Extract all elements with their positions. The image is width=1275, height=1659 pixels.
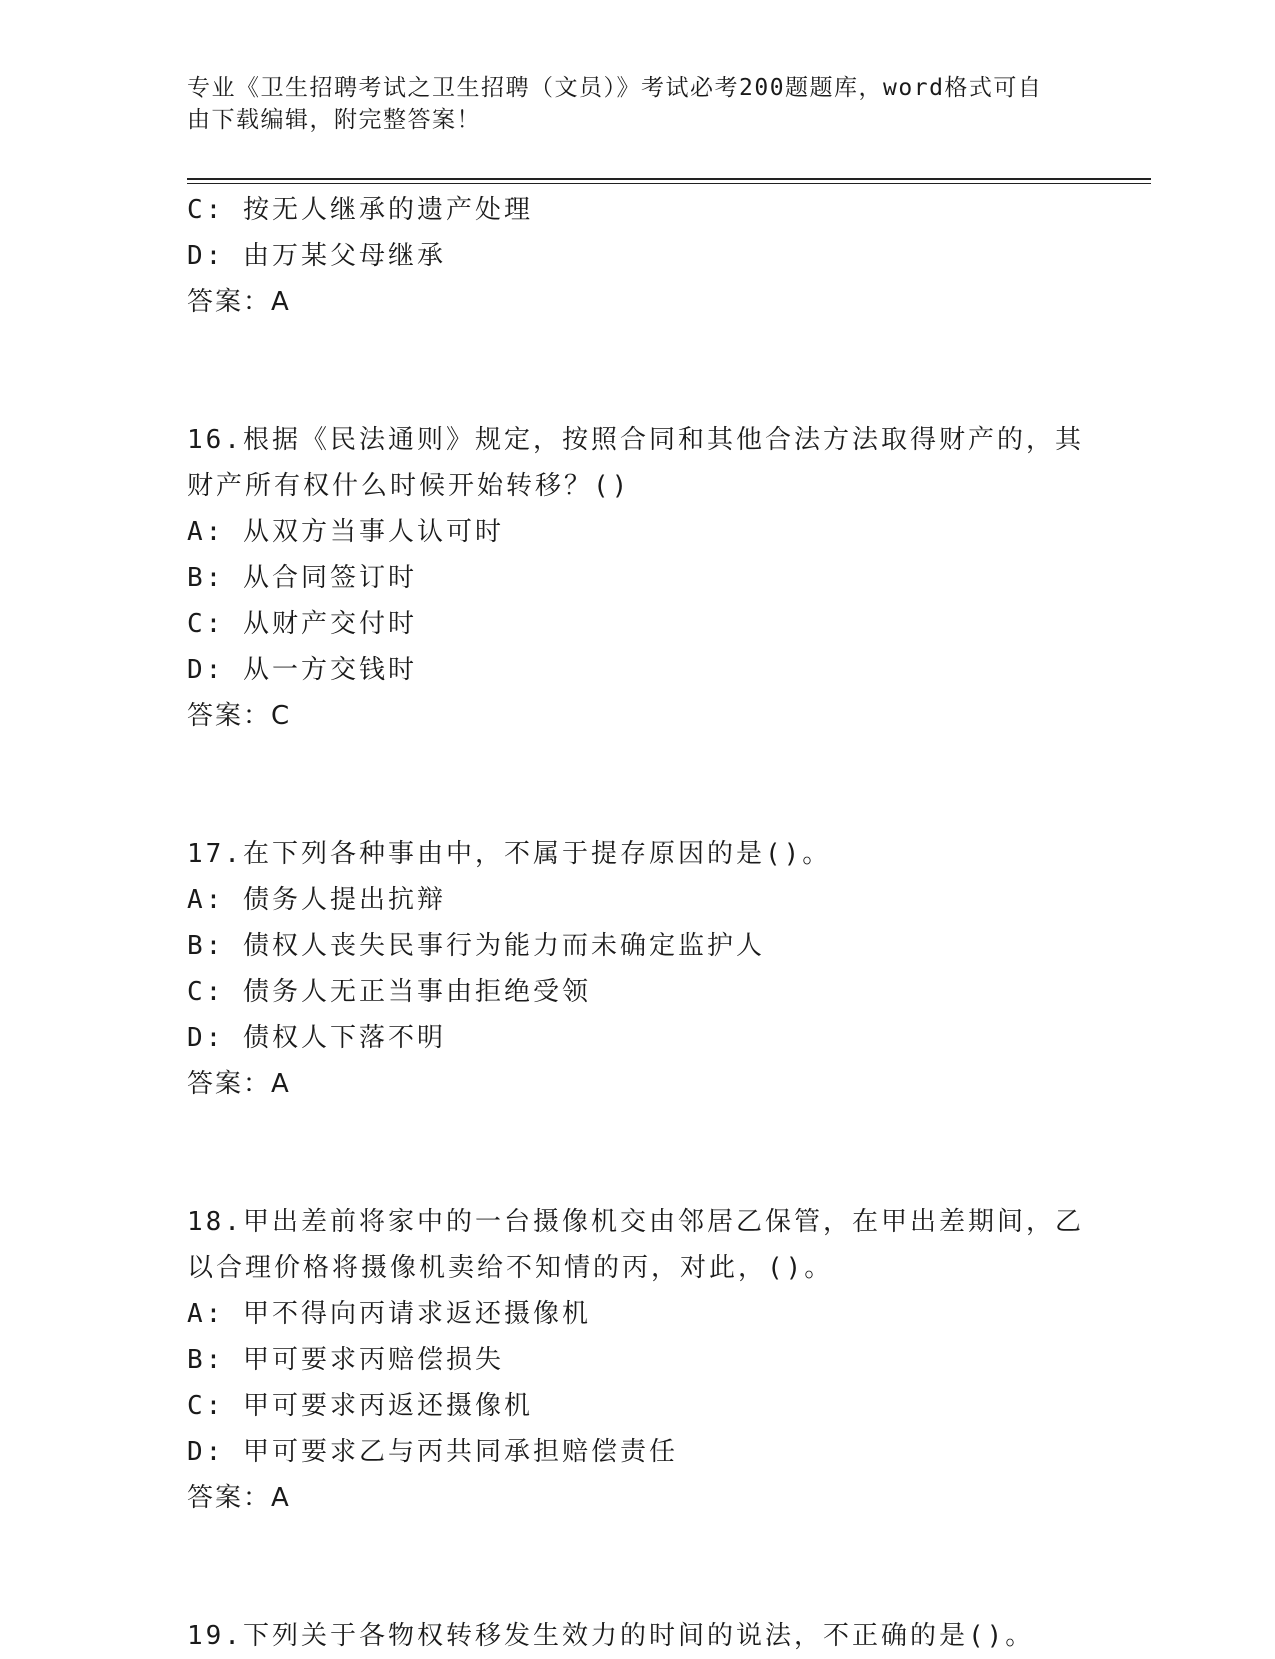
question-16 — [187, 417, 1087, 739]
spacer — [187, 739, 1087, 831]
option-d: D: 由万某父母继承 — [187, 241, 446, 271]
option-a: A: 债务人提出抗辩 — [187, 885, 446, 915]
question-stem: 18.甲出差前将家中的一台摄像机交由邻居乙保管，在甲出差期间，乙 — [187, 1207, 1084, 1237]
option-a: A: 甲不得向丙请求返还摄像机 — [187, 1299, 591, 1329]
option-c: C: 从财产交付时 — [187, 609, 417, 639]
option-d: D: 甲可要求乙与丙共同承担赔偿责任 — [187, 1437, 678, 1467]
question-18 — [187, 1199, 1087, 1521]
option-c: C: 按无人继承的遗产处理 — [187, 195, 533, 225]
option-d: D: 从一方交钱时 — [187, 655, 417, 685]
question-stem: 财产所有权什么时候开始转移？() — [187, 471, 631, 501]
option-b: B: 甲可要求丙赔偿损失 — [187, 1345, 504, 1375]
question-17 — [187, 831, 1087, 1107]
answer-line: 答案：A — [187, 1483, 291, 1513]
header-divider-thick — [187, 178, 1151, 180]
question-stem: 16.根据《民法通则》规定，按照合同和其他合法方法取得财产的，其 — [187, 425, 1084, 455]
option-c: C: 债务人无正当事由拒绝受领 — [187, 977, 591, 1007]
question-list — [187, 187, 1087, 1659]
answer-line: 答案：A — [187, 287, 291, 317]
question-stem: 19.下列关于各物权转移发生效力的时间的说法，不正确的是()。 — [187, 1621, 1035, 1651]
header-divider-thin — [187, 183, 1151, 184]
option-c: C: 甲可要求丙返还摄像机 — [187, 1391, 533, 1421]
spacer — [187, 1107, 1087, 1199]
question-stem: 17.在下列各种事由中，不属于提存原因的是()。 — [187, 839, 832, 869]
question-19 — [187, 1613, 1087, 1659]
option-d: D: 债权人下落不明 — [187, 1023, 446, 1053]
spacer — [187, 1521, 1087, 1613]
option-b: B: 债权人丧失民事行为能力而未确定监护人 — [187, 931, 765, 961]
spacer — [187, 325, 1087, 417]
question-stem: 以合理价格将摄像机卖给不知情的丙，对此，()。 — [187, 1253, 834, 1283]
header-title-line-2: 由下载编辑，附完整答案！ — [187, 107, 481, 133]
option-b: B: 从合同签订时 — [187, 563, 417, 593]
header-title-line-1: 专业《卫生招聘考试之卫生招聘（文员）》考试必考200题题库，word格式可自 — [187, 75, 1043, 101]
option-a: A: 从双方当事人认可时 — [187, 517, 504, 547]
question-15-continued — [187, 187, 1087, 325]
document-header — [187, 72, 1067, 136]
answer-line: 答案：C — [187, 701, 292, 731]
answer-line: 答案：A — [187, 1069, 291, 1099]
